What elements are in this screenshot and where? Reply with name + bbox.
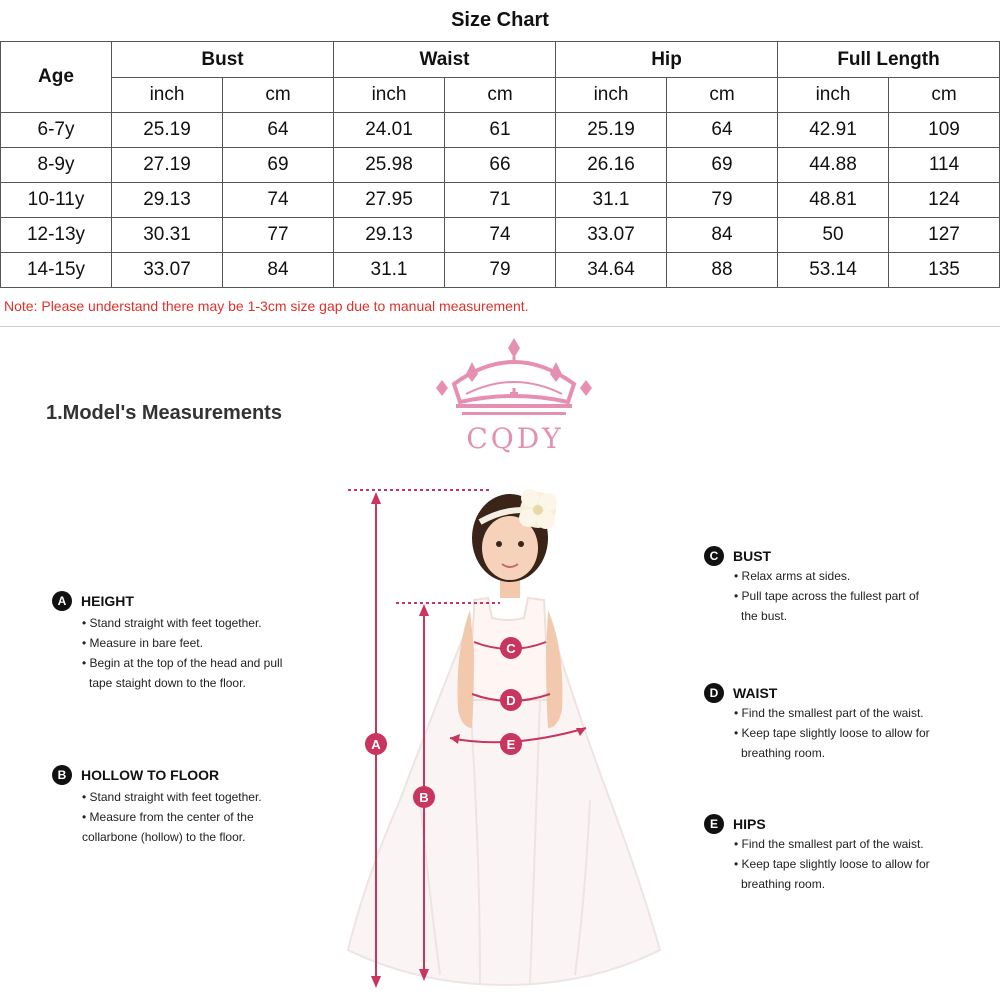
value-cell: 135 (889, 253, 1000, 288)
value-cell: 77 (223, 218, 334, 253)
instruction-line: collarbone (hollow) to the floor. (82, 830, 246, 844)
age-cell: 10-11y (1, 183, 112, 218)
waist-marker-icon: D (704, 683, 724, 703)
age-cell: 14-15y (1, 253, 112, 288)
bust-instructions (734, 566, 919, 626)
marker-d-letter: D (506, 693, 516, 708)
left-arm (458, 610, 475, 728)
instruction-line: • Pull tape across the fullest part of (734, 589, 919, 603)
value-cell: 33.07 (112, 253, 223, 288)
value-cell: 27.19 (112, 148, 223, 183)
hollow-marker-icon: B (52, 765, 72, 785)
value-cell: 61 (445, 113, 556, 148)
instruction-line: • Relax arms at sides. (734, 569, 851, 583)
value-cell: 44.88 (778, 148, 889, 183)
value-cell: 127 (889, 218, 1000, 253)
instruction-line: breathing room. (741, 877, 826, 891)
value-cell: 29.13 (112, 183, 223, 218)
waist-instructions (734, 703, 930, 763)
value-cell: 109 (889, 113, 1000, 148)
marker-e-letter: E (506, 737, 516, 752)
unit-cm: cm (223, 78, 334, 113)
value-cell: 69 (667, 148, 778, 183)
unit-inch: inch (112, 78, 223, 113)
hollow-instructions (82, 787, 262, 847)
unit-cm: cm (445, 78, 556, 113)
waist-title: WAIST (733, 685, 778, 701)
instruction-line: the bust. (741, 609, 788, 623)
waist-header: Waist (334, 42, 556, 78)
value-cell: 74 (223, 183, 334, 218)
instruction-line: • Keep tape slightly loose to allow for (734, 857, 930, 871)
hips-instructions (734, 834, 930, 894)
bust-header: Bust (112, 42, 334, 78)
value-cell: 66 (445, 148, 556, 183)
value-cell: 25.98 (334, 148, 445, 183)
marker-c-letter: C (506, 641, 516, 656)
value-cell: 124 (889, 183, 1000, 218)
instruction-line: • Find the smallest part of the waist. (734, 706, 924, 720)
value-cell: 71 (445, 183, 556, 218)
height-marker-icon: A (52, 591, 72, 611)
age-cell: 12-13y (1, 218, 112, 253)
marker-a-letter: A (371, 737, 381, 752)
model-section-title: 1.Model's Measurements (46, 402, 282, 424)
value-cell: 84 (223, 253, 334, 288)
instruction-line: tape staight down to the floor. (89, 676, 246, 690)
value-cell: 88 (667, 253, 778, 288)
value-cell: 79 (667, 183, 778, 218)
height-instructions (82, 613, 282, 693)
value-cell: 26.16 (556, 148, 667, 183)
hips-title: HIPS (733, 816, 766, 832)
value-cell: 29.13 (334, 218, 445, 253)
value-cell: 31.1 (334, 253, 445, 288)
value-cell: 48.81 (778, 183, 889, 218)
flower-icon (519, 489, 557, 529)
value-cell: 24.01 (334, 113, 445, 148)
value-cell: 79 (445, 253, 556, 288)
value-cell: 74 (445, 218, 556, 253)
value-cell: 34.64 (556, 253, 667, 288)
value-cell: 64 (223, 113, 334, 148)
instruction-line: • Begin at the top of the head and pull (82, 656, 283, 670)
hips-marker-icon: E (704, 814, 724, 834)
value-cell: 84 (667, 218, 778, 253)
age-cell: 6-7y (1, 113, 112, 148)
bust-title: BUST (733, 548, 772, 564)
instruction-line: • Find the smallest part of the waist. (734, 837, 924, 851)
value-cell: 64 (667, 113, 778, 148)
instruction-line: • Measure in bare feet. (82, 636, 203, 650)
unit-cm: cm (889, 78, 1000, 113)
value-cell: 114 (889, 148, 1000, 183)
size-chart-title: Size Chart (1, 0, 1000, 42)
brand-name: CQDY (466, 422, 564, 455)
right-arm (546, 610, 562, 728)
value-cell: 27.95 (334, 183, 445, 218)
height-title: HEIGHT (81, 593, 134, 609)
age-cell: 8-9y (1, 148, 112, 183)
value-cell: 69 (223, 148, 334, 183)
value-cell: 50 (778, 218, 889, 253)
size-gap-note: Note: Please understand there may be 1-3cm size gap due to manual measurement. (4, 298, 529, 314)
unit-inch: inch (334, 78, 445, 113)
hip-header: Hip (556, 42, 778, 78)
value-cell: 25.19 (556, 113, 667, 148)
instruction-line: • Stand straight with feet together. (82, 616, 262, 630)
instruction-line: • Keep tape slightly loose to allow for (734, 726, 930, 740)
full-length-header: Full Length (778, 42, 1000, 78)
bust-marker-icon: C (704, 546, 724, 566)
value-cell: 53.14 (778, 253, 889, 288)
value-cell: 42.91 (778, 113, 889, 148)
hollow-title: HOLLOW TO FLOOR (81, 767, 220, 783)
unit-cm: cm (667, 78, 778, 113)
instruction-line: • Measure from the center of the (82, 810, 254, 824)
marker-b-letter: B (419, 790, 429, 805)
value-cell: 31.1 (556, 183, 667, 218)
unit-inch: inch (556, 78, 667, 113)
unit-inch: inch (778, 78, 889, 113)
instruction-line: breathing room. (741, 746, 826, 760)
value-cell: 33.07 (556, 218, 667, 253)
value-cell: 25.19 (112, 113, 223, 148)
instruction-line: • Stand straight with feet together. (82, 790, 262, 804)
value-cell: 30.31 (112, 218, 223, 253)
age-header: Age (1, 42, 112, 113)
